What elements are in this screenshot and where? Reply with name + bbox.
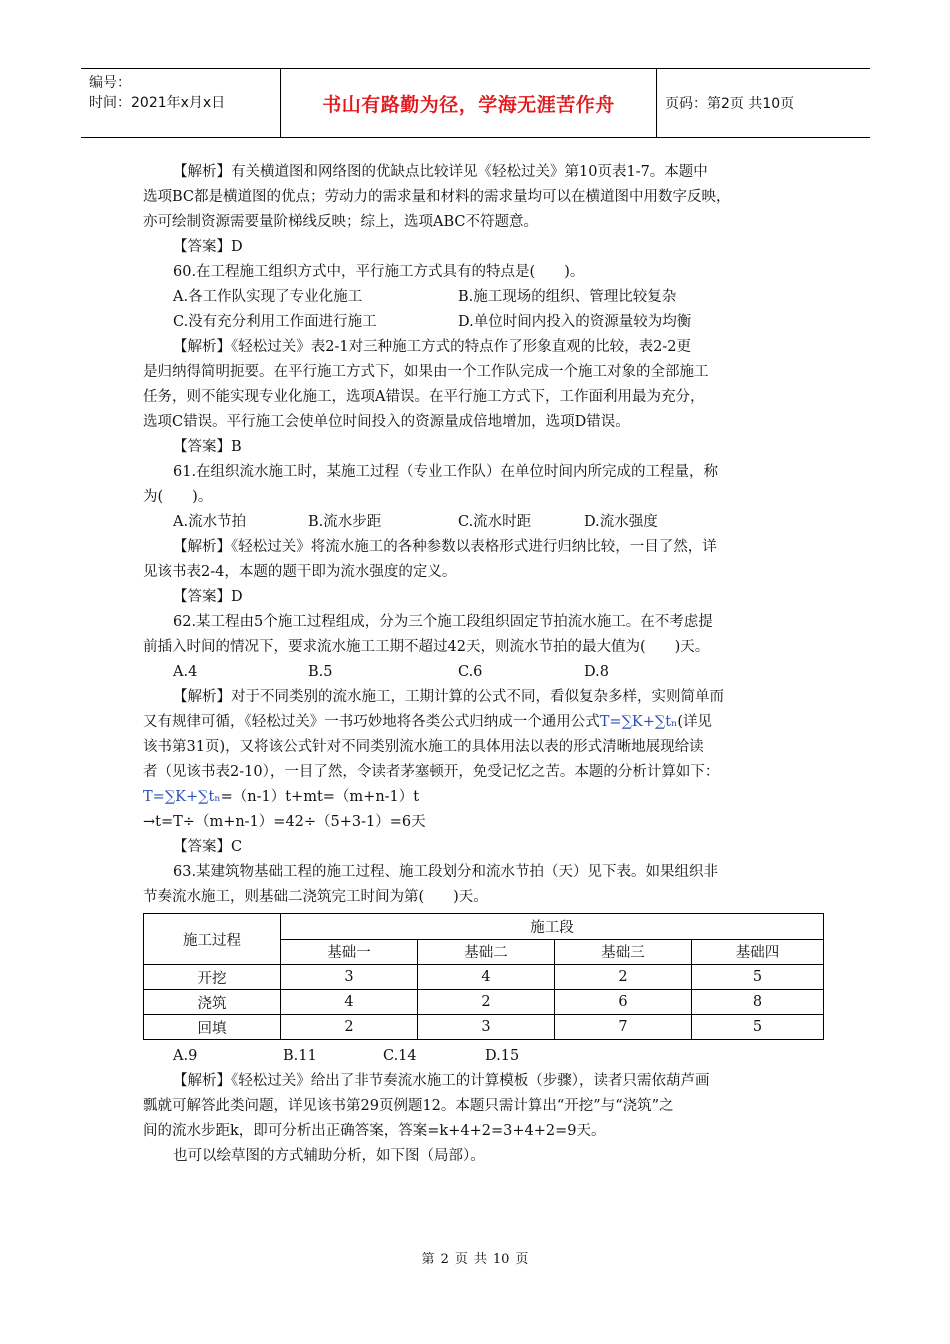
table-col-header: 基础二 bbox=[418, 939, 555, 965]
table-cell: 3 bbox=[281, 965, 418, 990]
header-meta bbox=[81, 69, 281, 137]
text-line: 瓢就可解答此类问题，详见该书第29页例题12。本题只需计算出“开挖”与“浇筑”之 bbox=[143, 1098, 674, 1114]
option: D.15 bbox=[485, 1048, 520, 1064]
date-label: 时间：2021年x月x日 bbox=[89, 95, 226, 111]
number-label: 编号： bbox=[89, 75, 131, 91]
page-footer bbox=[0, 1248, 950, 1267]
option: A.4 bbox=[173, 664, 198, 680]
option: C.6 bbox=[458, 664, 483, 680]
table-cell: 7 bbox=[555, 1015, 692, 1040]
text-line: 节奏流水施工，则基础二浇筑完工时间为第( )天。 bbox=[143, 889, 488, 905]
options-row bbox=[143, 310, 826, 335]
question-62: 62.某工程由5个施工过程组成，分为三个施工段组织固定节拍流水施工。在不考虑提 bbox=[173, 614, 713, 630]
text-line: 是归纳得简明扼要。在平行施工方式下，如果由一个工作队完成一个施工对象的全部施工 bbox=[143, 364, 709, 380]
formula-rest: =（n-1）t+mt=（m+n-1）t bbox=[220, 789, 420, 805]
table-cell: 2 bbox=[418, 990, 555, 1015]
header-page-info: 页码：第2页 共10页 bbox=[665, 96, 795, 112]
table-cell: 浇筑 bbox=[144, 990, 281, 1015]
option: B.11 bbox=[283, 1048, 317, 1064]
options-row bbox=[143, 285, 826, 310]
option: C.流水时距 bbox=[458, 514, 532, 530]
formula: T=∑K+∑tₙ bbox=[143, 789, 221, 805]
text-line: 者（见该书表2-10），一目了然，令读者茅塞顿开，免受记忆之苦。本题的分析计算如下： bbox=[143, 764, 720, 780]
table-cell: 4 bbox=[281, 990, 418, 1015]
table-cell: 5 bbox=[692, 965, 824, 990]
answer-line: 【答案】C bbox=[173, 839, 243, 855]
option: A.9 bbox=[173, 1048, 198, 1064]
table-cell: 开挖 bbox=[144, 965, 281, 990]
text-line: 见该书表2-4，本题的题干即为流水强度的定义。 bbox=[143, 564, 457, 580]
footer-page-number: 2 bbox=[440, 1252, 449, 1267]
question-61: 61.在组织流水施工时，某施工过程（专业工作队）在单位时间内所完成的工程量，称 bbox=[173, 464, 719, 480]
text-line: 选项C错误。平行施工会使单位时间投入的资源量成倍地增加，选项D错误。 bbox=[143, 414, 630, 430]
text-line: 也可以绘草图的方式辅助分析，如下图（局部）。 bbox=[173, 1148, 485, 1164]
table-header-process: 施工过程 bbox=[144, 914, 281, 965]
table-cell: 6 bbox=[555, 990, 692, 1015]
table-cell: 3 bbox=[418, 1015, 555, 1040]
options-row bbox=[143, 1044, 826, 1069]
header-motto: 书山有路勤为径，学海无涯苦作舟 bbox=[281, 69, 657, 137]
text-line: 【解析】有关横道图和网络图的优缺点比较详见《轻松过关》第10页表1-7。本题中 bbox=[173, 164, 708, 180]
table-cell: 2 bbox=[281, 1015, 418, 1040]
footer-text: 第 bbox=[421, 1252, 435, 1267]
option: D.8 bbox=[584, 664, 609, 680]
text-line: 选项BC都是横道图的优点；劳动力的需求量和材料的需求量均可以在横道图中用数字反映， bbox=[143, 189, 731, 205]
option: A.流水节拍 bbox=[173, 514, 247, 530]
footer-total-pages: 10 bbox=[492, 1252, 510, 1267]
document-body bbox=[143, 160, 826, 1169]
table-col-header: 基础一 bbox=[281, 939, 418, 965]
options-row bbox=[143, 660, 826, 685]
option: C.没有充分利用工作面进行施工 bbox=[173, 314, 377, 330]
question-63: 63.某建筑物基础工程的施工过程、施工段划分和流水节拍（天）见下表。如果组织非 bbox=[173, 864, 719, 880]
text-line: 【解析】《轻松过关》将流水施工的各种参数以表格形式进行归纳比较，一目了然，详 bbox=[173, 539, 717, 555]
table-col-header: 基础三 bbox=[555, 939, 692, 965]
text-line: 为( )。 bbox=[143, 489, 213, 505]
footer-text: 页 bbox=[454, 1252, 468, 1267]
table-cell: 4 bbox=[418, 965, 555, 990]
page-header bbox=[81, 68, 870, 138]
answer-line: 【答案】D bbox=[173, 239, 243, 255]
footer-text: 共 bbox=[473, 1252, 487, 1267]
formula-line: →t=T÷（m+n-1）=42÷（5+3-1）=6天 bbox=[143, 814, 426, 830]
table-row bbox=[144, 965, 824, 990]
option: C.14 bbox=[383, 1048, 417, 1064]
text-line: 【解析】《轻松过关》给出了非节奏流水施工的计算模板（步骤），读者只需依葫芦画 bbox=[173, 1073, 710, 1089]
text-line: 该书第31页)，又将该公式针对不同类别流水施工的具体用法以表的形式清晰地展现给读 bbox=[143, 739, 704, 755]
option: B.流水步距 bbox=[308, 514, 382, 530]
text-line bbox=[143, 710, 826, 735]
answer-line: 【答案】B bbox=[173, 439, 242, 455]
text-segment: (详见 bbox=[677, 714, 713, 730]
text-line: 【解析】《轻松过关》表2-1对三种施工方式的特点作了形象直观的比较，表2-2更 bbox=[173, 339, 691, 355]
text-segment: 又有规律可循，《轻松过关》一书巧妙地将各类公式归纳成一个通用公式 bbox=[143, 714, 600, 730]
table-row bbox=[144, 990, 824, 1015]
table-cell: 5 bbox=[692, 1015, 824, 1040]
options-row bbox=[143, 510, 826, 535]
text-line: 前插入时间的情况下，要求流水施工工期不超过42天，则流水节拍的最大值为( )天。 bbox=[143, 639, 710, 655]
option: A.各工作队实现了专业化施工 bbox=[173, 289, 363, 305]
question-60: 60.在工程施工组织方式中，平行施工方式具有的特点是( )。 bbox=[173, 264, 585, 280]
option: B.5 bbox=[308, 664, 333, 680]
answer-line: 【答案】D bbox=[173, 589, 243, 605]
table-cell: 回填 bbox=[144, 1015, 281, 1040]
table-col-header: 基础四 bbox=[692, 939, 824, 965]
formula-line bbox=[143, 785, 826, 810]
table-row bbox=[144, 1015, 824, 1040]
table-header-segment: 施工段 bbox=[281, 914, 824, 940]
construction-table bbox=[143, 913, 824, 1040]
table-cell: 8 bbox=[692, 990, 824, 1015]
text-line: 亦可绘制资源需要量阶梯线反映；综上，选项ABC不符题意。 bbox=[143, 214, 538, 230]
option: D.流水强度 bbox=[584, 514, 658, 530]
formula: T=∑K+∑tₙ bbox=[599, 714, 678, 730]
text-line: 【解析】对于不同类别的流水施工，工期计算的公式不同，看似复杂多样，实则简单而 bbox=[173, 689, 724, 705]
option: D.单位时间内投入的资源量较为均衡 bbox=[458, 314, 692, 330]
table-cell: 2 bbox=[555, 965, 692, 990]
text-line: 任务，则不能实现专业化施工，选项A错误。在平行施工方式下，工作面利用最为充分， bbox=[143, 389, 705, 405]
option: B.施工现场的组织、管理比较复杂 bbox=[458, 289, 677, 305]
text-line: 间的流水步距k，即可分析出正确答案，答案=k+4+2=3+4+2=9天。 bbox=[143, 1123, 606, 1139]
footer-text: 页 bbox=[515, 1252, 529, 1267]
